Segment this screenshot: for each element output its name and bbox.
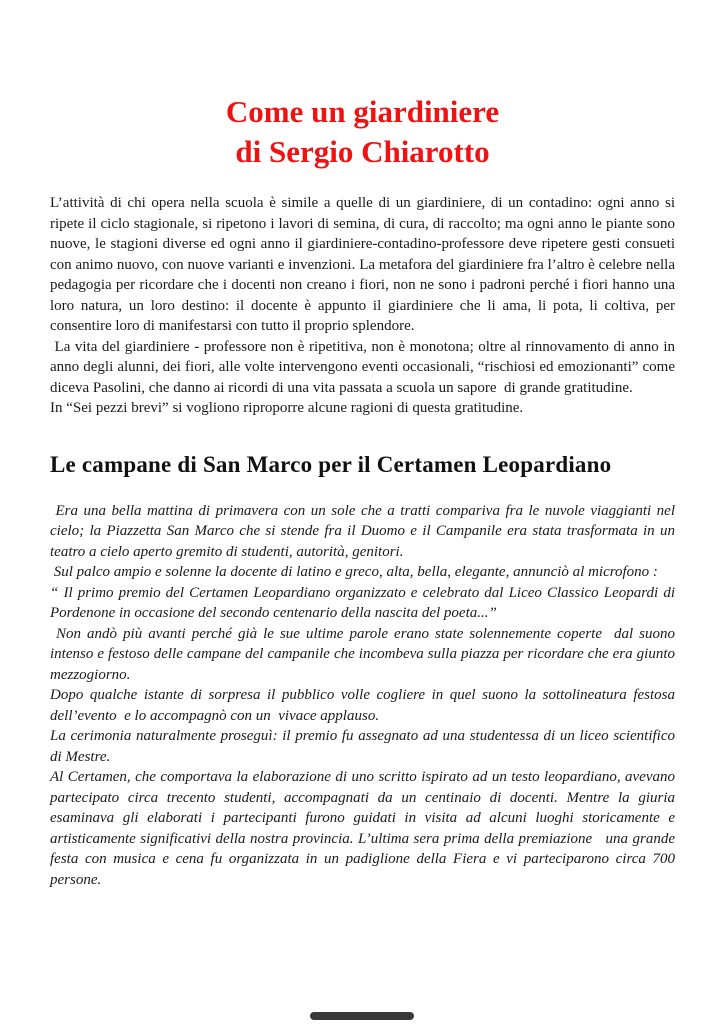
- document-title-line2: di Sergio Chiarotto: [235, 134, 490, 169]
- story-paragraph: Sul palco ampio e solenne la docente di latino e greco, alta, bella, elegante, annunciò al microfono :: [50, 564, 658, 580]
- document-title: [50, 92, 675, 172]
- document-title-line1: Come un giardiniere: [225, 94, 500, 129]
- story-section: [50, 501, 679, 891]
- story-paragraph: Dopo qualche istante di sorpresa il pubblico volle cogliere in quel suono la sottolineatura festosa dell’evento e lo accompagnò con un vivace applauso.: [50, 687, 679, 724]
- intro-section: [50, 193, 679, 419]
- story-paragraph: Era una bella mattina di primavera con un sole che a tratti compariva fra le nuvole viaggianti nel cielo; la Piazzetta San Marco che si stende fra il Duomo e il Campanile era stata trasformata in un teatro a cielo aperto gremito di studenti, autorità, genitori.: [50, 502, 679, 560]
- story-paragraph: Al Certamen, che comportava la elaborazione di uno scritto ispirato ad un testo leopardiano, avevano partecipato circa trecento studenti, accompagnati da un centinaio di docenti. Mentre la giuria esaminava gli elaborati i partecipanti furono guidati in visita ad alcuni luoghi storicamente e artisticamente significativi della nostra provincia. L’ultima sera prima della premiazione una grande festa con musica e cena fu organizzata in un padiglione della Fiera e vi parteciparono circa 700 persone.: [50, 769, 679, 888]
- story-paragraph: Non andò più avanti perché già le sue ultime parole erano state solennemente coperte dal suono intenso e festoso delle campane del campanile che incombeva sulla piazza per ricordare che era giunto mezzogiorno.: [50, 625, 679, 683]
- home-indicator-bar: [310, 1012, 414, 1020]
- story-paragraph: La cerimonia naturalmente proseguì: il premio fu assegnato ad una studentessa di un liceo scientifico di Mestre.: [50, 728, 679, 765]
- intro-paragraph: L’attività di chi opera nella scuola è simile a quelle di un giardiniere, di un contadino: ogni anno si ripete il ciclo stagionale, si ripetono i lavori di semina, di cura, di raccolto; ma ogni anno le piante sono nuove, le stagioni diverse ed ogni anno il giardiniere-contadino-professore deve ripetere gesti consueti con animo nuovo, con nuove varianti e invenzioni. La metafora del giardiniere fra l’altro è celebre nella pedagogia per ricordare che i docenti non creano i fiori, non ne sono i padroni perché i fiori hanno una loro natura, un loro destino: il docente è appunto il giardiniere che li ama, li pota, li coltiva, per consentire loro di manifestarsi con tutto il proprio splendore.: [50, 195, 679, 334]
- story-paragraph: “ Il primo premio del Certamen Leopardiano organizzato e celebrato dal Liceo Classico Leopardi di Pordenone in occasione del secondo centenario della nascita del poeta...”: [50, 584, 679, 621]
- section-heading: Le campane di San Marco per il Certamen Leopardiano: [50, 451, 612, 477]
- intro-paragraph: La vita del giardiniere - professore non è ripetitiva, non è monotona; oltre al rinnovamento di anno in anno degli alunni, dei fiori, alle volte intervengono eventi occasionali, “rischiosi ed emozionanti” come diceva Pasolini, che danno ai ricordi di una vita passata a scuola un sapore di grande gratitudine.: [50, 338, 679, 396]
- intro-paragraph: In “Sei pezzi brevi” si vogliono riproporre alcune ragioni di questa gratitudine.: [50, 400, 524, 416]
